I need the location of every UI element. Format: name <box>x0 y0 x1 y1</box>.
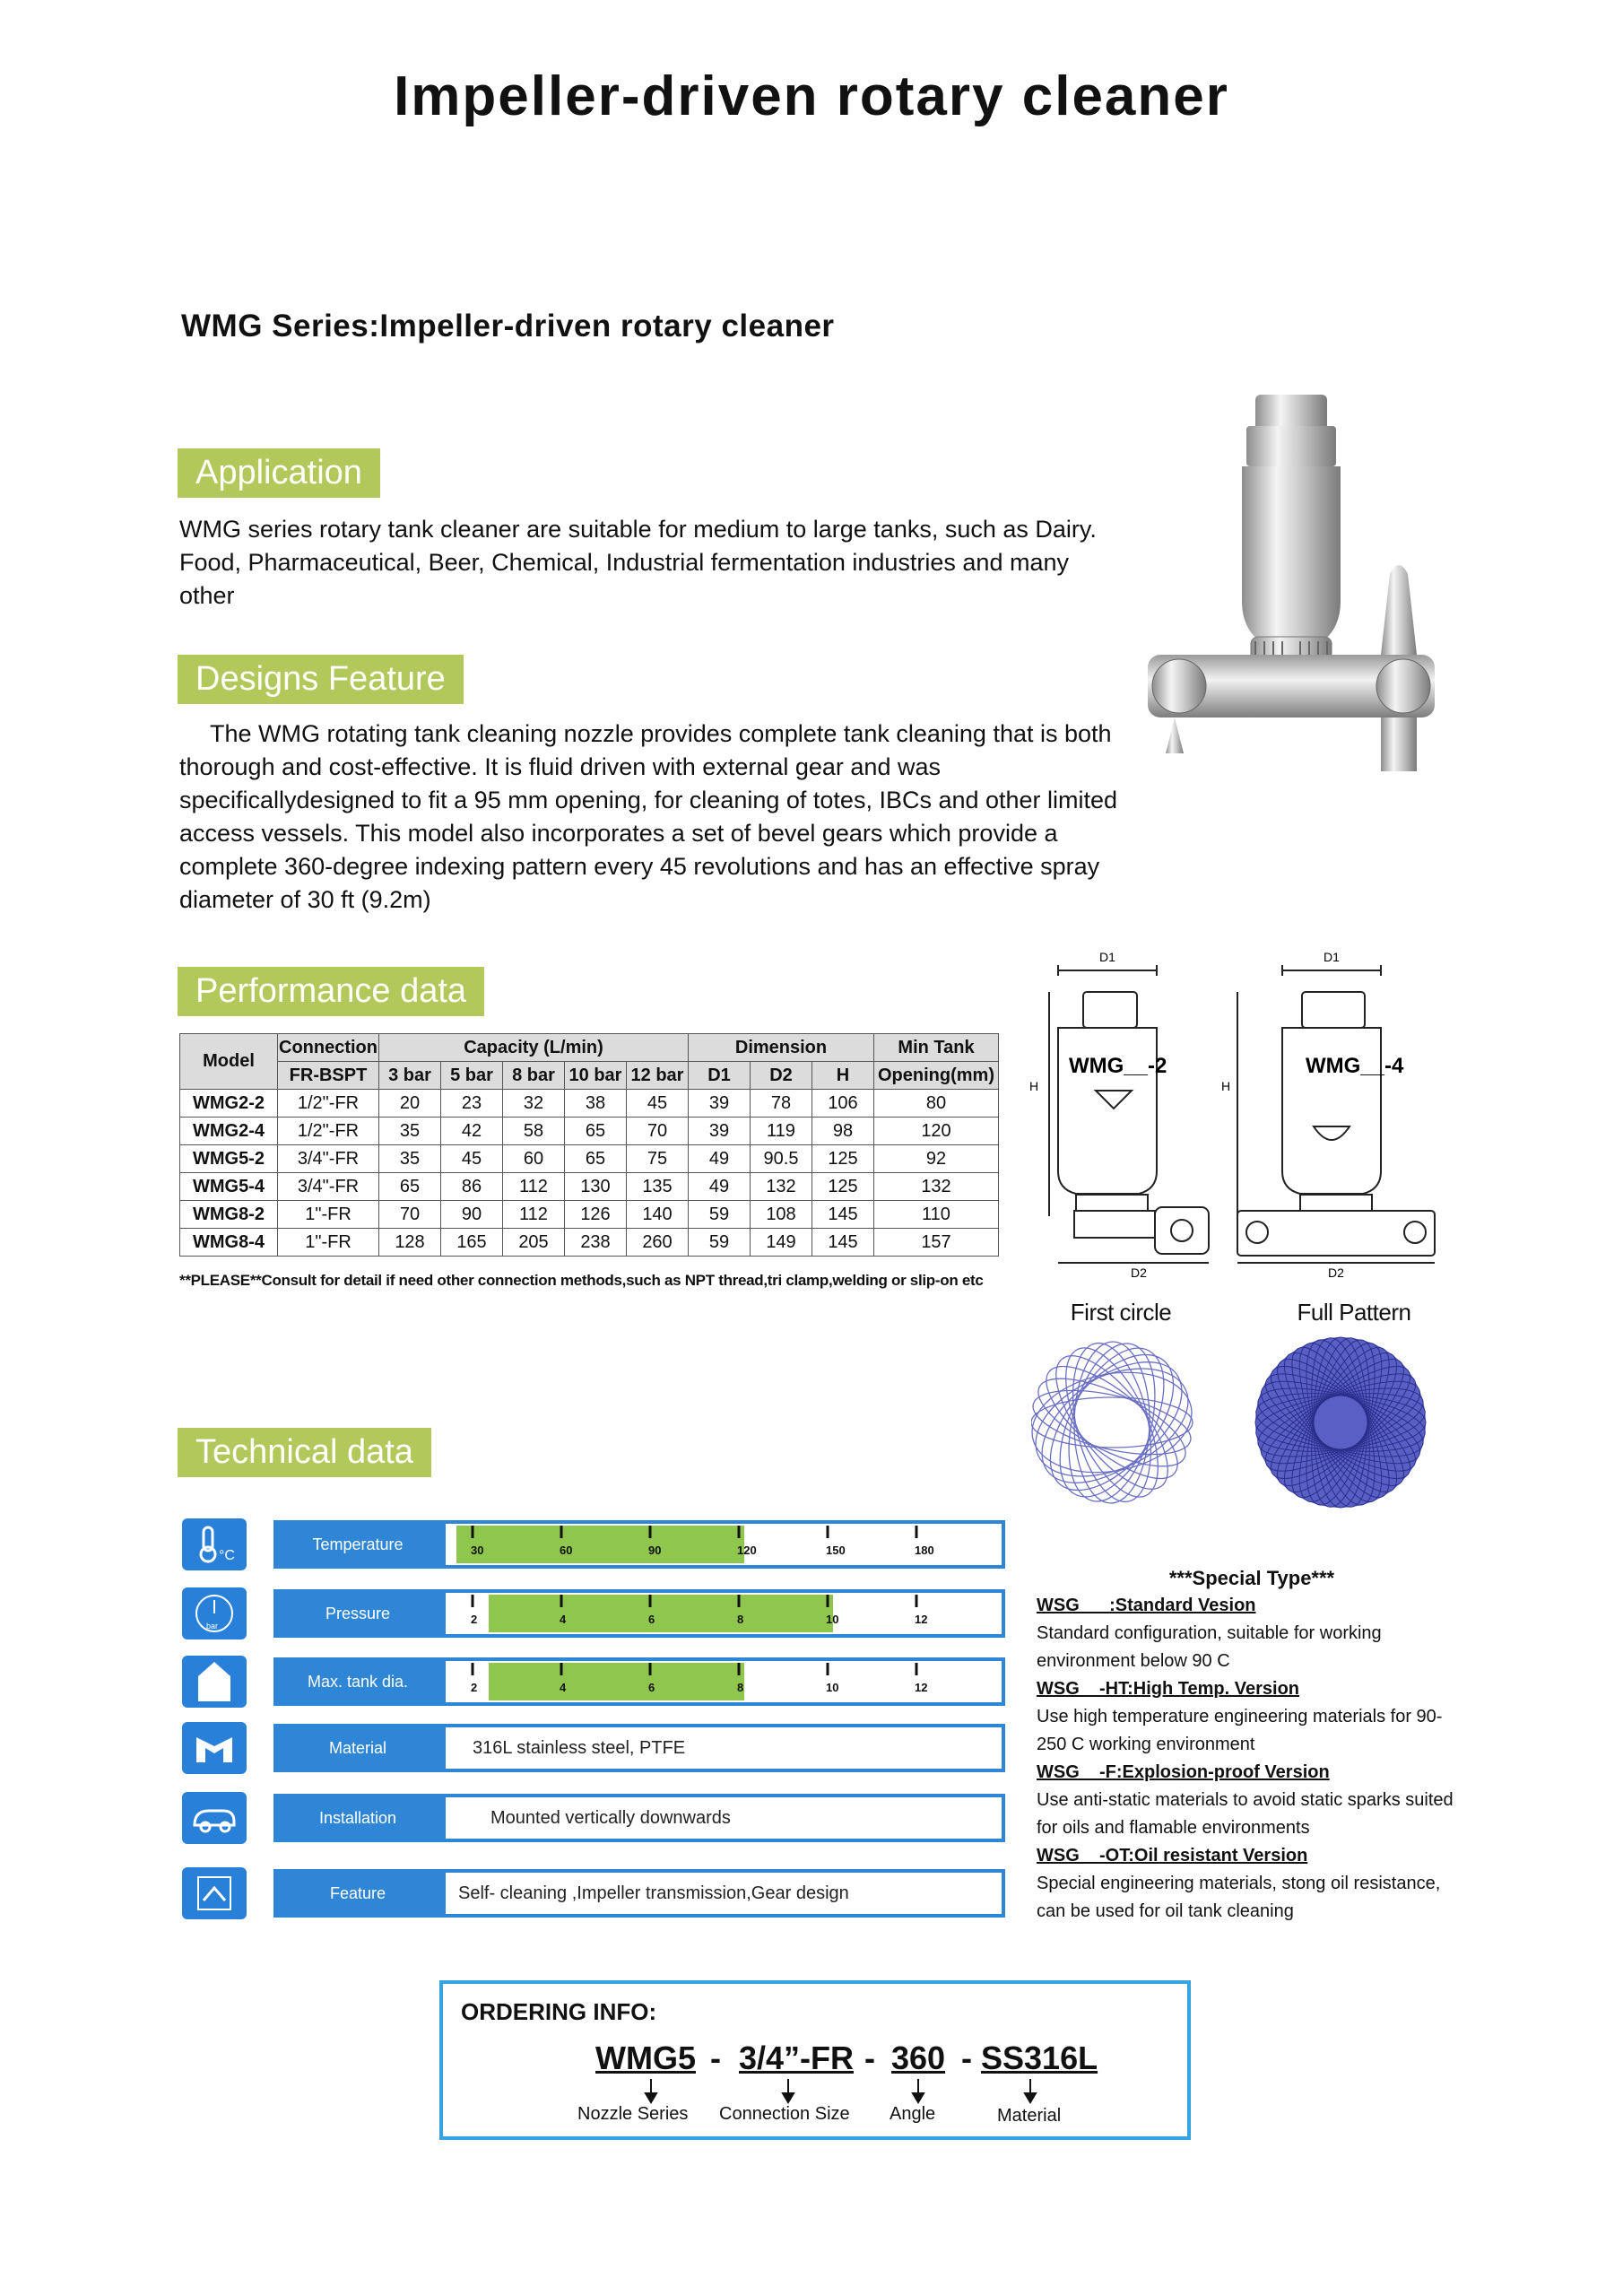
tank-tick-label: 4 <box>560 1681 567 1694</box>
col-min-tank: Min Tank <box>874 1034 999 1062</box>
thermometer-icon <box>182 1518 247 1570</box>
table-cell-open: 92 <box>874 1145 999 1173</box>
table-cell-dim: 78 <box>751 1090 812 1118</box>
table-cell-cap: 32 <box>503 1090 565 1118</box>
table-cell-model: WMG8-4 <box>180 1229 278 1257</box>
pressure-tick-label: 8 <box>737 1613 744 1626</box>
table-cell-cap: 70 <box>379 1201 441 1229</box>
installation-label: Installation <box>273 1794 442 1842</box>
drawing-label-left: WMG__-2 <box>1069 1054 1167 1078</box>
table-cell-open: 132 <box>874 1173 999 1201</box>
temperature-tick-label: 90 <box>648 1544 662 1557</box>
series-title: WMG Series:Impeller-driven rotary cleaner <box>181 309 835 344</box>
drawing-d2-right: D2 <box>1328 1265 1344 1280</box>
first-circle-label: First circle <box>1070 1299 1172 1326</box>
table-cell-open: 157 <box>874 1229 999 1257</box>
table-cell-conn: 1"-FR <box>278 1229 379 1257</box>
product-photo <box>1112 386 1471 780</box>
table-cell-cap: 130 <box>565 1173 627 1201</box>
table-cell-dim: 119 <box>751 1118 812 1145</box>
design-text: The WMG rotating tank cleaning nozzle provides complete tank cleaning that is both thorough and cost-effective. It is fluid driven with external gear and was specificallydesigned to fit a 95 mm opening, for cleaning of totes, IBCs and other limited access vessels. This model also incorporates a set of bevel gears which provide a complete 360-degree indexing pattern every 45 revolutions and has an effective spray diameter of 30 ft (9.2m) <box>179 720 1118 913</box>
tank-tick-label: 12 <box>915 1681 928 1694</box>
feature-label: Feature <box>273 1869 442 1918</box>
pressure-label: Pressure <box>273 1589 442 1638</box>
table-cell-dim: 149 <box>751 1229 812 1257</box>
temperature-tick-label: 120 <box>737 1544 757 1557</box>
table-cell-model: WMG5-4 <box>180 1173 278 1201</box>
table-cell-dim: 145 <box>812 1201 874 1229</box>
drawing-label-right: WMG__-4 <box>1306 1054 1404 1078</box>
installation-value: Mounted vertically downwards <box>490 1808 731 1828</box>
order-sep: - <box>710 2039 721 2076</box>
feature-value: Self- cleaning ,Impeller transmission,Gear design <box>458 1883 849 1903</box>
table-cell-dim: 108 <box>751 1201 812 1229</box>
table-cell-cap: 65 <box>379 1173 441 1201</box>
design-heading: Designs Feature <box>178 655 464 704</box>
special-types <box>1037 1564 1467 1926</box>
table-cell-model: WMG2-4 <box>180 1118 278 1145</box>
col-min-tank-sub: Opening(mm) <box>874 1062 999 1090</box>
table-cell-cap: 45 <box>441 1145 503 1173</box>
temperature-range-bar <box>456 1526 744 1563</box>
col-capacity: Capacity (L/min) <box>379 1034 689 1062</box>
temperature-tick-label: 60 <box>560 1544 573 1557</box>
table-cell-cap: 42 <box>441 1118 503 1145</box>
table-cell-cap: 23 <box>441 1090 503 1118</box>
pressure-scale <box>442 1589 1005 1638</box>
col-d2: D2 <box>751 1062 812 1090</box>
table-cell-dim: 125 <box>812 1173 874 1201</box>
special-item-name: WSG___:Standard Vesion <box>1037 1596 1256 1615</box>
col-p3: 8 bar <box>503 1062 565 1090</box>
table-cell-cap: 86 <box>441 1173 503 1201</box>
table-cell-cap: 112 <box>503 1201 565 1229</box>
order-material: SS316L <box>981 2039 1098 2076</box>
pattern-disk <box>1255 1337 1426 1508</box>
tank-scale <box>442 1657 1005 1706</box>
table-cell-cap: 205 <box>503 1229 565 1257</box>
table-cell-cap: 20 <box>379 1090 441 1118</box>
bar-unit: bar <box>206 1622 219 1631</box>
special-item-name: WSG__-F:Explosion-proof Version <box>1037 1762 1330 1782</box>
pressure-tick-label: 6 <box>648 1613 655 1626</box>
table-cell-dim: 49 <box>689 1173 751 1201</box>
table-cell-dim: 90.5 <box>751 1145 812 1173</box>
col-dimension: Dimension <box>689 1034 874 1062</box>
installation-box <box>442 1794 1005 1842</box>
full-pattern-pattern <box>1251 1333 1429 1511</box>
drawing-d1-left: D1 <box>1099 950 1115 964</box>
performance-note: **PLEASE**Consult for detail if need other connection methods,such as NPT thread,tri clamp,welding or slip-on etc <box>179 1272 984 1289</box>
table-cell-cap: 112 <box>503 1173 565 1201</box>
table-cell-cap: 165 <box>441 1229 503 1257</box>
table-cell-cap: 90 <box>441 1201 503 1229</box>
order-connection: 3/4”-FR <box>739 2039 855 2076</box>
pressure-tick-label: 2 <box>471 1613 478 1626</box>
col-p5: 12 bar <box>627 1062 689 1090</box>
pressure-tick-label: 10 <box>826 1613 839 1626</box>
col-connection-sub: FR-BSPT <box>278 1062 379 1090</box>
pressure-tick-label: 4 <box>560 1613 567 1626</box>
table-cell-cap: 65 <box>565 1145 627 1173</box>
table-cell-conn: 1/2"-FR <box>278 1118 379 1145</box>
table-cell-cap: 35 <box>379 1145 441 1173</box>
table-cell-model: WMG5-2 <box>180 1145 278 1173</box>
col-p4: 10 bar <box>565 1062 627 1090</box>
col-p2: 5 bar <box>441 1062 503 1090</box>
table-cell-cap: 126 <box>565 1201 627 1229</box>
page-title: Impeller-driven rotary cleaner <box>394 65 1229 127</box>
special-item-desc: Use high temperature engineering materials for 90-250 C working environment <box>1037 1707 1443 1754</box>
table-cell-cap: 60 <box>503 1145 565 1173</box>
table-cell-dim: 39 <box>689 1118 751 1145</box>
order-sep: - <box>864 2039 875 2076</box>
col-h: H <box>812 1062 874 1090</box>
special-title: ***Special Type*** <box>1168 1567 1335 1589</box>
table-cell-open: 110 <box>874 1201 999 1229</box>
pressure-tick-label: 12 <box>915 1613 928 1626</box>
material-icon <box>182 1722 247 1774</box>
special-item-name: WSG__-OT:Oil resistant Version <box>1037 1846 1308 1866</box>
full-pattern-label: Full Pattern <box>1297 1299 1411 1326</box>
drawing-h-right: H <box>1221 1079 1231 1093</box>
table-cell-open: 80 <box>874 1090 999 1118</box>
table-cell-conn: 3/4"-FR <box>278 1145 379 1173</box>
drawing-d1-right: D1 <box>1324 950 1340 964</box>
order-caption-angle: Angle <box>890 2104 936 2124</box>
order-sep: - <box>961 2039 972 2076</box>
spray-patterns <box>1031 1324 1444 1521</box>
tank-range-bar <box>489 1663 744 1700</box>
technical-heading: Technical data <box>178 1428 431 1477</box>
application-text: WMG series rotary tank cleaner are suitable for medium to large tanks, such as Dairy. Food, Pharmaceutical, Beer, Chemical, Industrial fermentation industries and many other <box>179 516 1097 609</box>
application-heading: Application <box>178 448 380 498</box>
drawing-d2-left: D2 <box>1131 1265 1147 1280</box>
table-cell-dim: 106 <box>812 1090 874 1118</box>
special-item-desc: Use anti-static materials to avoid static sparks suited for oils and flamable environments <box>1037 1790 1454 1838</box>
table-cell-cap: 35 <box>379 1118 441 1145</box>
order-caption-connection: Connection Size <box>719 2104 850 2124</box>
order-series: WMG5 <box>595 2039 696 2076</box>
table-cell-dim: 125 <box>812 1145 874 1173</box>
table-cell-cap: 128 <box>379 1229 441 1257</box>
table-cell-cap: 135 <box>627 1173 689 1201</box>
material-value: 316L stainless steel, PTFE <box>473 1738 686 1758</box>
ordering-title: ORDERING INFO: <box>461 1998 657 2025</box>
performance-table <box>179 1033 999 1257</box>
table-cell-dim: 145 <box>812 1229 874 1257</box>
dimension-drawing <box>1022 947 1471 1281</box>
table-row <box>180 1229 999 1257</box>
table-cell-model: WMG2-2 <box>180 1090 278 1118</box>
table-cell-cap: 70 <box>627 1118 689 1145</box>
installation-icon <box>182 1792 247 1844</box>
special-item-name: WSG__-HT:High Temp. Version <box>1037 1679 1299 1699</box>
table-cell-dim: 59 <box>689 1201 751 1229</box>
temperature-scale <box>442 1520 1005 1569</box>
table-cell-dim: 49 <box>689 1145 751 1173</box>
table-cell-dim: 59 <box>689 1229 751 1257</box>
table-cell-cap: 260 <box>627 1229 689 1257</box>
table-cell-conn: 1/2"-FR <box>278 1090 379 1118</box>
table-row <box>180 1173 999 1201</box>
table-cell-cap: 238 <box>565 1229 627 1257</box>
drawing-h-left: H <box>1029 1079 1039 1093</box>
col-p1: 3 bar <box>379 1062 441 1090</box>
first-circle-pattern <box>1031 1332 1204 1513</box>
material-label: Material <box>273 1724 442 1772</box>
tank-icon <box>182 1656 247 1708</box>
temperature-tick-label: 150 <box>826 1544 846 1557</box>
temperature-tick-label: 180 <box>915 1544 934 1557</box>
order-caption-series: Nozzle Series <box>577 2104 689 2124</box>
feature-icon <box>182 1867 247 1919</box>
ordering-info <box>439 1980 1191 2140</box>
special-item-desc: Special engineering materials, stong oil resistance, can be used for oil tank cleaning <box>1037 1874 1441 1921</box>
table-cell-dim: 98 <box>812 1118 874 1145</box>
table-cell-cap: 38 <box>565 1090 627 1118</box>
table-cell-conn: 3/4"-FR <box>278 1173 379 1201</box>
table-cell-cap: 75 <box>627 1145 689 1173</box>
table-cell-cap: 45 <box>627 1090 689 1118</box>
table-cell-dim: 39 <box>689 1090 751 1118</box>
order-angle: 360 <box>891 2039 946 2076</box>
special-item-desc: Standard configuration, suitable for working environment below 90 C <box>1037 1623 1382 1671</box>
tank-tick-label: 6 <box>648 1681 655 1694</box>
col-d1: D1 <box>689 1062 751 1090</box>
table-row <box>180 1201 999 1229</box>
order-arrows <box>443 2077 1187 2104</box>
col-connection: Connection <box>278 1034 379 1062</box>
table-cell-cap: 58 <box>503 1118 565 1145</box>
table-cell-dim: 132 <box>751 1173 812 1201</box>
table-cell-conn: 1"-FR <box>278 1201 379 1229</box>
temp-unit: °C <box>219 1548 235 1563</box>
temperature-tick-label: 30 <box>471 1544 484 1557</box>
material-box <box>442 1724 1005 1772</box>
tank-tick-label: 10 <box>826 1681 839 1694</box>
pressure-range-bar <box>489 1595 833 1632</box>
order-caption-material: Material <box>997 2106 1062 2126</box>
gauge-icon <box>182 1587 247 1639</box>
table-cell-cap: 140 <box>627 1201 689 1229</box>
performance-heading: Performance data <box>178 967 484 1016</box>
feature-box <box>442 1869 1005 1918</box>
temperature-label: Temperature <box>273 1520 442 1569</box>
tank-tick-label: 8 <box>737 1681 744 1694</box>
pattern-line <box>1055 1335 1170 1510</box>
col-model: Model <box>180 1034 278 1090</box>
tank-tick-label: 2 <box>471 1681 478 1694</box>
table-row <box>180 1118 999 1145</box>
table-cell-cap: 65 <box>565 1118 627 1145</box>
table-cell-open: 120 <box>874 1118 999 1145</box>
table-cell-model: WMG8-2 <box>180 1201 278 1229</box>
tank-label: Max. tank dia. <box>273 1657 442 1706</box>
table-row <box>180 1090 999 1118</box>
table-row <box>180 1145 999 1173</box>
